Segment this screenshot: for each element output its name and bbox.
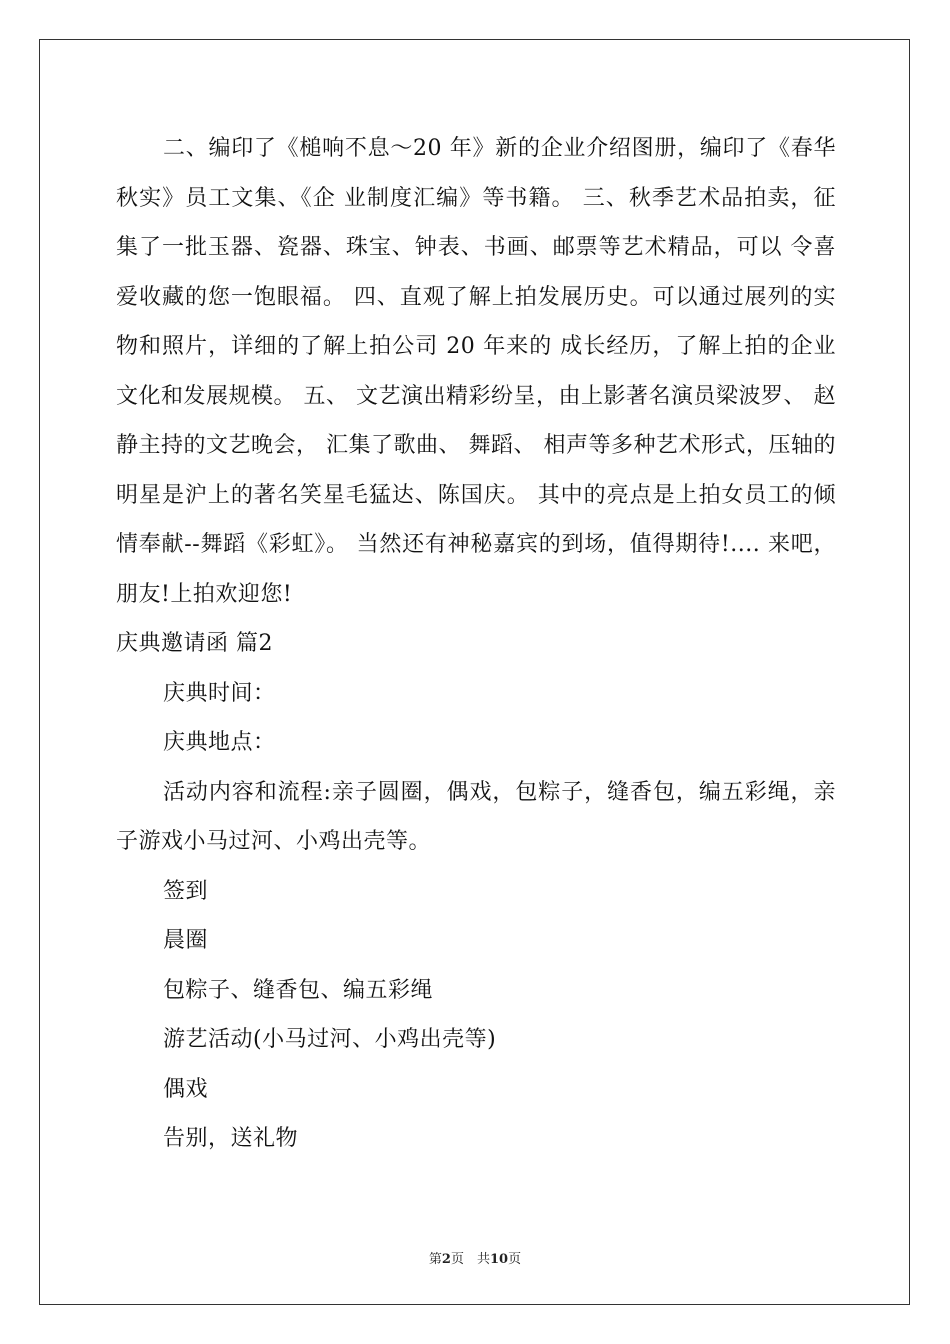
page-footer: [0, 1248, 950, 1267]
footer-total-pages: 10: [489, 1252, 509, 1267]
step-item: 包粽子、缝香包、编五彩绳: [163, 977, 434, 1003]
step-item: 晨圈: [163, 928, 209, 953]
celebration-time: 庆典时间：: [163, 680, 276, 706]
section-heading: 庆典邀请函 篇2: [116, 631, 273, 656]
footer-suffix: 页: [508, 1252, 522, 1267]
celebration-place: 庆典地点：: [163, 730, 276, 755]
step-item: 签到: [163, 878, 209, 904]
footer-page-number: 2: [441, 1252, 451, 1267]
footer-mid: 页 共: [450, 1252, 490, 1267]
step-item: 告别，送礼物: [163, 1126, 299, 1151]
activity-description: 活动内容和流程:亲子圆圈，偶戏，包粽子，缝香包，编五彩绳，亲子游戏小马过河、小鸡出壳等。: [116, 779, 836, 854]
step-item: 游艺活动(小马过河、小鸡出壳等): [163, 1027, 497, 1052]
step-item: 偶戏: [163, 1076, 209, 1102]
footer-prefix: 第: [428, 1252, 442, 1267]
document-body: [116, 124, 836, 1164]
paragraph-1: 二、编印了《槌响不息～20 年》新的企业介绍图册，编印了《春华秋实》员工文集、《企 业制度汇编》等书籍。 三、秋季艺术品拍卖，征集了一批玉器、瓷器、珠宝、钟表、书画、邮票等艺术精品，可以 令喜爱收藏的您一饱眼福。 四、直观了解上拍发展历史。可以通过展列的实物和照片，详细的了解上拍公司 20 年来的 成长经历，了解上拍的企业文化和发展规模。 五、 文艺演出精彩纷呈，由上影著名演员梁波罗、 赵静主持的文艺晚会， 汇集了歌曲、 舞蹈、 相声等多种艺术形式，压轴的明星是沪上的著名笑星毛猛达、陈国庆。 其中的亮点是上拍女员工的倾情奉献--舞蹈《彩虹》。 当然还有神秘嘉宾的到场，值得期待!.... 来吧，朋友!上拍欢迎您!: [116, 136, 836, 607]
